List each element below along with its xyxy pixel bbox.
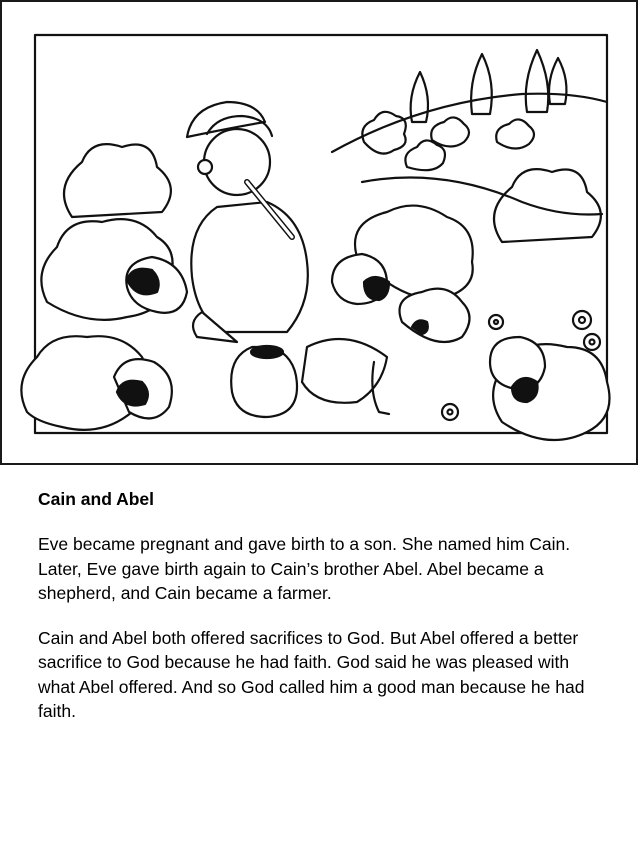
story-text [38, 486, 608, 744]
story-title: Cain and Abel [38, 489, 155, 509]
sheep-icon [490, 337, 610, 440]
story-paragraph: Eve became pregnant and gave birth to a son. She named him Cain. Later, Eve gave birth again to Cain’s brother Abel. Abel became a shepherd, and Cain became a farmer. [38, 534, 571, 603]
story-paragraph: Cain and Abel both offered sacrifices to God. But Abel offered a better sacrifice to God because he had faith. God said he was pleased with what Abel offered. And so God called him a good man because he had faith. [38, 627, 585, 721]
